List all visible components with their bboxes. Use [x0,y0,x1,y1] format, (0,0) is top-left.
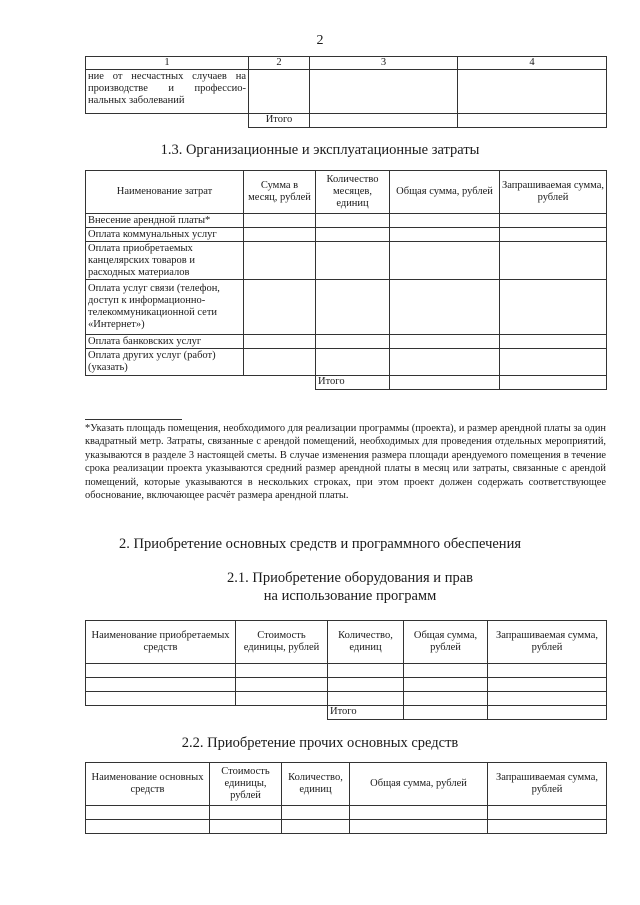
table-cell [249,70,310,114]
row-label: Оплата других услуг (работ) (указать) [86,349,244,376]
total-row [86,706,607,720]
column-header: Количество, единиц [328,621,404,664]
column-header: Стоимость единицы, рублей [236,621,328,664]
item-name-cell [86,70,249,114]
column-header: Количество, единиц [282,763,350,806]
organizational-costs-table [85,170,607,390]
subsection-title-line: на использование программ [263,588,437,604]
table-row [86,335,607,349]
row-label: Оплата коммунальных услуг [86,228,244,242]
column-header: Стоимость единицы, рублей [210,763,282,806]
column-header: Наименование основных средств [86,763,210,806]
table-cell [458,70,607,114]
item-name-line: нальных заболеваний [88,95,185,106]
continuation-table [85,56,607,128]
subsection-title: 2.2. Приобретение прочих основных средств [181,735,459,751]
row-label: Оплата услуг связи (телефон, доступ к информационно-телекоммуникационной сети «Интернет») [86,280,244,335]
footnote: *Указать площадь помещения, необходимого для реализации программы (проекта), и размер арендной платы за один квадратный метр. Затраты, связанные с арендой помещений, необходимых для проведения отдельных мероприятий, указываются в разделе 3 настоящей сметы. В случае изменения размера площади арендуемого помещения в течение срока реализации проекта указываются средний размер арендной платы в месяц или затраты, связанные с арендой помещений, которые указываются в нескольких строках, при этом проект должен содержать соответствующее обоснование, включающее расчёт размера арендной платы. [85,423,606,502]
column-header: Общая сумма, рублей [350,763,488,806]
table-row [86,228,607,242]
column-number: 3 [310,57,458,70]
page-number: 2 [316,33,324,48]
table-row [86,820,607,834]
column-header: Общая сумма, рублей [404,621,488,664]
column-header: Запрашиваемая сумма, рублей [488,763,607,806]
table-cell [310,114,458,128]
table-row [86,242,607,280]
column-header: Общая сумма, рублей [390,171,500,214]
column-number-row [86,57,607,70]
column-number: 1 [86,57,249,70]
equipment-table [85,620,607,720]
section-title: 1.3. Организационные и эксплуатационные затраты [160,142,480,158]
column-header: Запрашиваемая сумма, рублей [488,621,607,664]
total-label: Итого [249,114,310,128]
item-name-line: ние от несчастных случаев на [88,71,246,82]
total-row [86,114,607,128]
row-label: Оплата банковских услуг [86,335,244,349]
table-row [86,349,607,376]
table-row [86,664,607,678]
column-header: Наименование приобретаемых средств [86,621,236,664]
header-row [86,171,607,214]
table-row [86,678,607,692]
column-header: Сумма в месяц, рублей [244,171,316,214]
header-row [86,621,607,664]
table-row [86,280,607,335]
table-cell [458,114,607,128]
table-row [86,692,607,706]
item-name-line: производстве и профессио- [88,83,246,94]
total-label: Итого [328,706,404,720]
table-row [86,806,607,820]
other-assets-table [85,762,607,834]
column-number: 4 [458,57,607,70]
column-header: Запрашиваемая сумма, рублей [500,171,607,214]
column-header: Количество месяцев, единиц [316,171,390,214]
row-label: Внесение арендной платы* [86,214,244,228]
footnote-separator [85,419,182,420]
header-row [86,763,607,806]
column-number: 2 [249,57,310,70]
table-cell [310,70,458,114]
row-label: Оплата приобретаемых канцелярских товаров и расходных материалов [86,242,244,280]
table-row [86,214,607,228]
total-label: Итого [316,376,390,390]
subsection-title [100,569,600,605]
section-title: 2. Приобретение основных средств и программного обеспечения [119,536,521,552]
total-row [86,376,607,390]
column-header: Наименование затрат [86,171,244,214]
table-row [86,70,607,114]
subsection-title-line: 2.1. Приобретение оборудования и прав [226,570,473,586]
